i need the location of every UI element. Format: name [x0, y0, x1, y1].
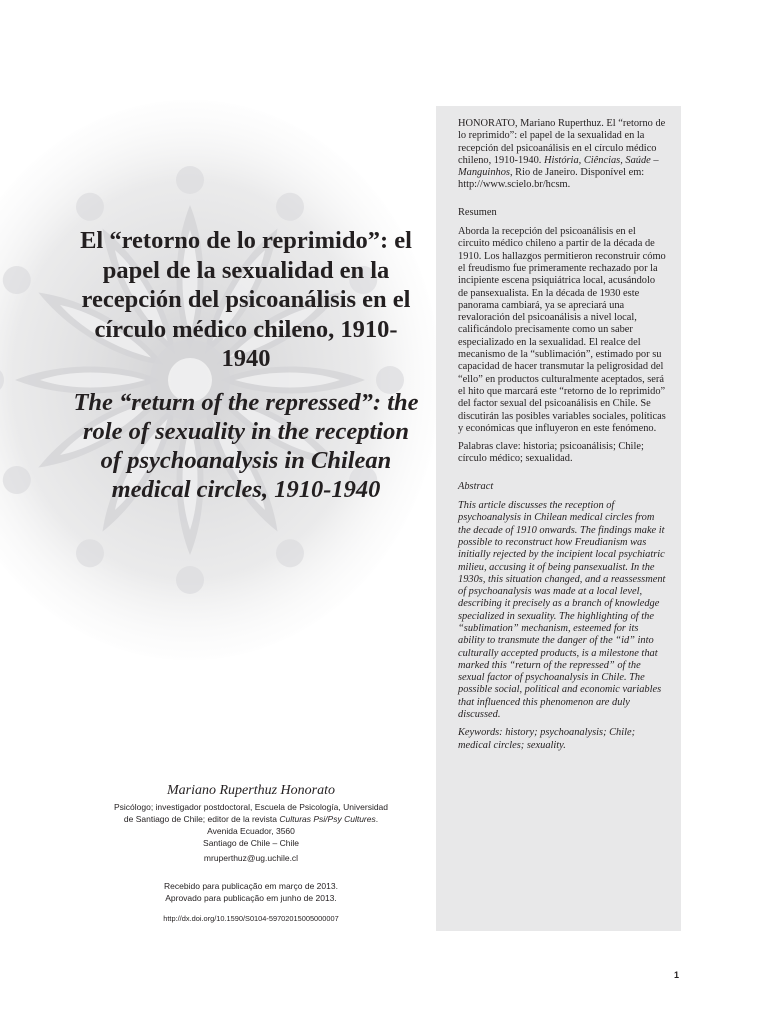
author-name: Mariano Ruperthuz Honorato: [167, 783, 335, 798]
title-spanish: El “retorno de lo reprimido”: el papel de la sexualidad en la recepción del psicoanálisis en el círculo médico chileno, 1910-1940: [80, 227, 412, 372]
author-address-line1: Avenida Ecuador, 3560: [207, 826, 295, 836]
citation: [458, 118, 667, 192]
abstract-text: This article discusses the reception of psychoanalysis in Chilean medical circles from the decade of 1910 onwards. The findings make it possible to reconstruct how Freudianism was initially rejected by the incipient local psychiatric milieu, accusing it of being pansexualist. In the 1930s, this situation changed, and a reassessment of psychoanalysis was made at a local level, describing it precisely as a branch of knowledge specialized in sexuality. The highlighting of the “sublimation” mechanism, esteemed for its ability to transmute the danger of the “id” into culturally accepted products, is a milestone that marked this “return of the repressed” of the sexual factor of psychoanalysis in Chile. The possible social, political and economic variables that influenced this phenomenon are duly discussed.: [458, 500, 666, 721]
citation-part2: , Rio de Janeiro. Disponível em: http://www.scielo.br/hcsm.: [458, 167, 645, 191]
approved-date: Aprovado para publicação em junho de 2013.: [165, 893, 337, 903]
title-english: The “return of the repressed”: the role of sexuality in the reception of psychoanalysis in Chilean medical circles, 1910-1940: [73, 388, 419, 503]
resumen-heading: Resumen: [458, 206, 497, 218]
page-number: 1: [674, 970, 680, 980]
publication-dates: [90, 880, 412, 904]
abstract-sidebar: [436, 106, 681, 931]
author-affiliation-line2: [90, 813, 412, 825]
author-affiliation-line1: Psicólogo; investigador postdoctoral, Escuela de Psicología, Universidad: [113, 802, 389, 812]
citation-journal: História, Ciências, Saúde – Manguinhos: [458, 154, 659, 179]
author-address-line2: Santiago de Chile – Chile: [203, 838, 299, 848]
doi-link[interactable]: http://dx.doi.org/10.1590/S0104-59702015005000007: [163, 914, 339, 923]
journal-name: Culturas Psi/Psy Cultures: [279, 814, 376, 824]
author-email[interactable]: mruperthuz@ug.uchile.cl: [203, 853, 299, 863]
abstract-keywords: Keywords: history; psychoanalysis; Chile; medical circles; sexuality.: [458, 727, 636, 751]
citation-part1: HONORATO, Mariano Ruperthuz. El “retorno de lo reprimido”: el papel de la sexualidad en la recepción del psicoanálisis en el círculo médico chileno, 1910-1940.: [458, 118, 666, 166]
author-block: [90, 783, 412, 931]
affiliation-prefix: de Santiago de Chile; editor de la revista: [123, 814, 280, 824]
received-date: Recebido para publicação em março de 2013.: [164, 881, 338, 891]
resumen-keywords: Palabras clave: historia; psicoanálisis; Chile; círculo médico; sexualidad.: [458, 441, 644, 465]
resumen-text: Aborda la recepción del psicoanálisis en el circuito médico chileno a partir de la década de 1910. Los hallazgos permitieron reconstruir cómo el freudismo fue primeramente rechazado por la incipiente escena psiquiátrica local, acusándolo de pansexualista. En la década de 1930 este panorama cambiará, ya se apreciará una revaloración del psicoanálisis a nivel local, calificándolo precisamente como un saber especializado en la sexualidad. El realce del mecanismo de la “sublimación”, estimado por su capacidad de hacer transmutar la peligrosidad del “ello” en productos culturalmente aceptados, será el hito que marcará este “retorno de lo reprimido” del factor sexual del psicoanálisis en Chile. Se discutirán las posibles variables sociales, políticas y económicas que influyeron en este fenómeno.: [458, 226, 666, 434]
title-block: [70, 226, 422, 504]
abstract-heading: Abstract: [458, 480, 494, 492]
affiliation-suffix: .: [375, 814, 379, 824]
